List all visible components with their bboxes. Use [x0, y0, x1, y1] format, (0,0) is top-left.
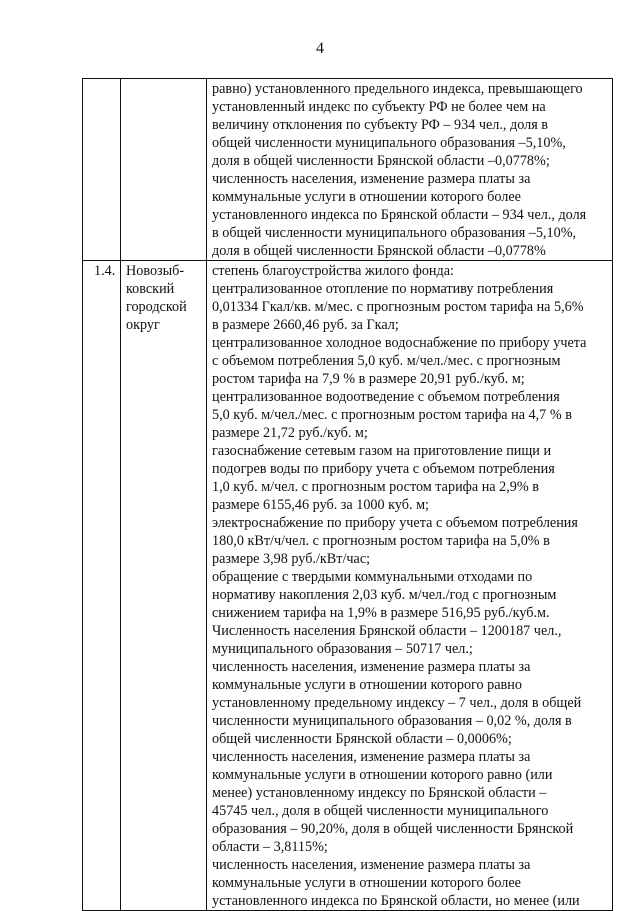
- description-line: общей численности муниципального образования –5,10%,: [212, 135, 566, 151]
- description-line: коммунальные услуги в отношении которого более: [212, 875, 521, 891]
- description-line: ростом тарифа на 7,9 % в размере 20,91 руб./куб. м;: [212, 371, 525, 387]
- table-row: [83, 261, 613, 911]
- description-line: 5,0 куб. м/чел./мес. с прогнозным ростом тарифа на 4,7 % в: [212, 407, 572, 423]
- description-line: обращение с твердыми коммунальными отходами по: [212, 569, 533, 585]
- description-line: образования – 90,20%, доля в общей численности Брянской: [212, 821, 574, 837]
- row-number: [88, 81, 94, 97]
- municipality-name-line: Новозыб-: [126, 263, 185, 279]
- description-line: в размере 2660,46 руб. за Гкал;: [212, 317, 399, 333]
- description-line: 180,0 кВт/ч/чел. с прогнозным ростом тарифа на 5,0% в: [212, 533, 550, 549]
- description-line: газоснабжение сетевым газом на приготовление пищи и: [212, 443, 552, 459]
- description-line: менее) установленному индексу по Брянской области –: [212, 785, 547, 801]
- table-row: [83, 79, 613, 261]
- description-line: коммунальные услуги в отношении которого равно (или: [212, 767, 553, 783]
- description-line: в общей численности муниципального образования –5,10%,: [212, 225, 577, 241]
- description-line: коммунальные услуги в отношении которого более: [212, 189, 521, 205]
- description-line: установленный индекс по субъекту РФ не более чем на: [212, 99, 546, 115]
- description-line: численность населения, изменение размера платы за: [212, 171, 531, 187]
- description-line: установленного индекса по Брянской области, но менее (или: [212, 893, 580, 909]
- description-line: 1,0 куб. м/чел. с прогнозным ростом тарифа на 2,9% в: [212, 479, 539, 495]
- municipality-name-line: ковский: [126, 281, 175, 297]
- description-line: численность населения, изменение размера платы за: [212, 749, 531, 765]
- description-line: размере 21,72 руб./куб. м;: [212, 425, 368, 441]
- description-line: коммунальные услуги в отношении которого равно: [212, 677, 522, 693]
- row-number-cell: [83, 261, 121, 911]
- description-line: снижением тарифа на 1,9% в размере 516,95 руб./куб.м.: [212, 605, 550, 621]
- description-line: численность населения, изменение размера платы за: [212, 659, 531, 675]
- document-table: [82, 78, 613, 911]
- description-line: доля в общей численности Брянской области –0,0778%;: [212, 153, 550, 169]
- description-line: централизованное холодное водоснабжение по прибору учета: [212, 335, 587, 351]
- description-line: степень благоустройства жилого фонда:: [212, 263, 454, 279]
- page-number: 4: [316, 40, 324, 57]
- description-line: размере 3,98 руб./кВт/час;: [212, 551, 371, 567]
- description-cell: [207, 79, 613, 261]
- municipality-cell: [121, 79, 207, 261]
- description-line: установленного индекса по Брянской области – 934 чел., доля: [212, 207, 587, 223]
- description-line: установленному предельному индексу – 7 чел., доля в общей: [212, 695, 582, 711]
- description-line: численности муниципального образования – 0,02 %, доля в: [212, 713, 572, 729]
- description-line: 0,01334 Гкал/кв. м/мес. с прогнозным ростом тарифа на 5,6%: [212, 299, 584, 315]
- row-number-cell: [83, 79, 121, 261]
- description-line: размере 6155,46 руб. за 1000 куб. м;: [212, 497, 429, 513]
- description-line: с объемом потребления 5,0 куб. м/чел./мес. с прогнозным: [212, 353, 561, 369]
- description-line: централизованное отопление по нормативу потребления: [212, 281, 554, 297]
- description-cell: [207, 261, 613, 911]
- municipality-name-line: округ: [126, 317, 160, 333]
- description-line: 45745 чел., доля в общей численности муниципального: [212, 803, 549, 819]
- municipality-cell: [121, 261, 207, 911]
- description-line: доля в общей численности Брянской области –0,0778%: [212, 243, 546, 259]
- description-line: Численность населения Брянской области – 1200187 чел.,: [212, 623, 562, 639]
- description-line: численность населения, изменение размера платы за: [212, 857, 531, 873]
- description-line: централизованное водоотведение с объемом потребления: [212, 389, 560, 405]
- description-line: величину отклонения по субъекту РФ – 934 чел., доля в: [212, 117, 548, 133]
- description-line: нормативу накопления 2,03 куб. м/чел./год с прогнозным: [212, 587, 557, 603]
- description-line: области – 3,8115%;: [212, 839, 328, 855]
- description-line: муниципального образования – 50717 чел.;: [212, 641, 473, 657]
- municipality-name-line: городской: [126, 299, 187, 315]
- description-line: общей численности Брянской области – 0,0006%;: [212, 731, 512, 747]
- description-line: подогрев воды по прибору учета с объемом потребления: [212, 461, 555, 477]
- row-number: 1.4.: [94, 263, 116, 279]
- description-line: электроснабжение по прибору учета с объемом потребления: [212, 515, 578, 531]
- description-line: равно) установленного предельного индекса, превышающего: [212, 81, 583, 97]
